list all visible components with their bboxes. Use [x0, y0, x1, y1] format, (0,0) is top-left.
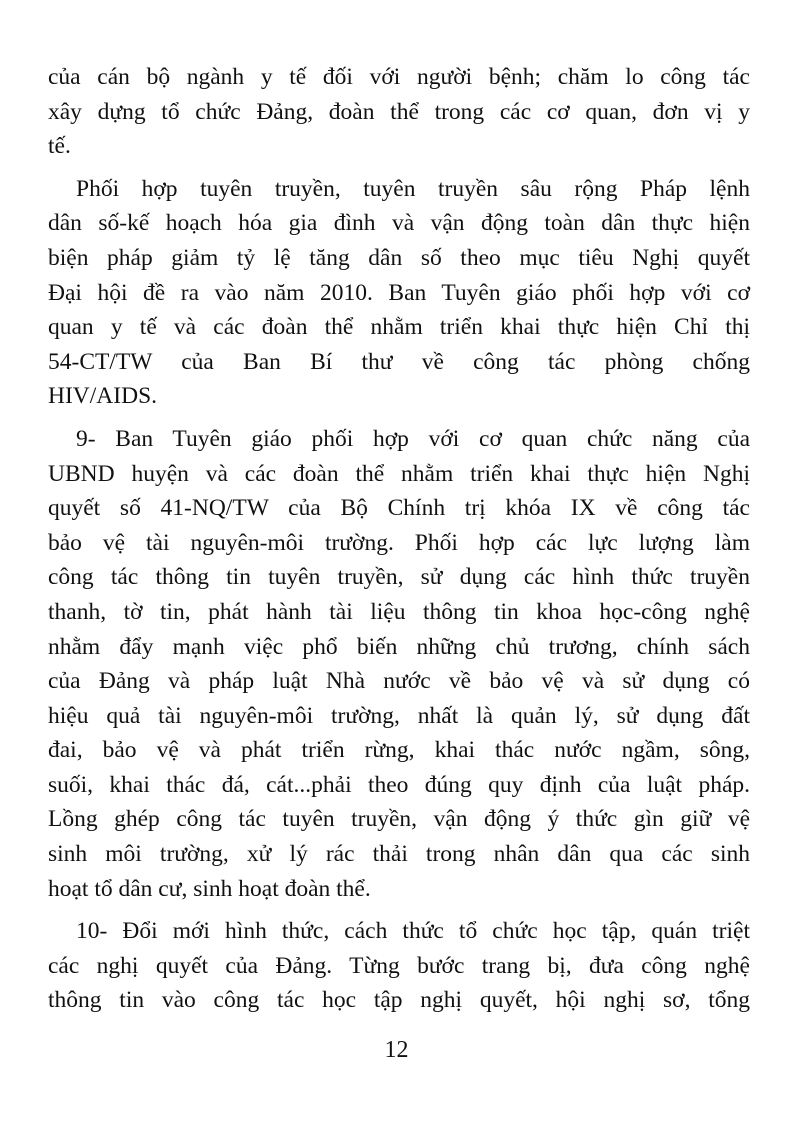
text-line: thanh, tờ tin, phát hành tài liệu thông tin khoa học-công nghệ: [48, 598, 750, 625]
text-line: HIV/AIDS.: [48, 383, 158, 410]
text-line: 10- Đổi mới hình thức, cách thức tổ chức học tập, quán triệt: [76, 918, 750, 945]
paragraph-4: [48, 914, 750, 1018]
text-line: 9- Ban Tuyên giáo phối hợp với cơ quan chức năng của: [76, 425, 750, 452]
text-line: nhằm đẩy mạnh việc phổ biến những chủ trương, chính sách: [48, 633, 750, 660]
text-line: bảo vệ tài nguyên-môi trường. Phối hợp các lực lượng làm: [48, 529, 750, 556]
page-body: [48, 60, 750, 1018]
text-line: suối, khai thác đá, cát...phải theo đúng quy định của luật pháp.: [48, 771, 750, 798]
text-line: tế.: [48, 133, 71, 160]
text-line: của Đảng và pháp luật Nhà nước về bảo vệ và sử dụng có: [48, 668, 750, 695]
text-line: 54-CT/TW của Ban Bí thư về công tác phòng chống: [48, 348, 750, 375]
text-line: quyết số 41-NQ/TW của Bộ Chính trị khóa IX về công tác: [48, 495, 750, 522]
text-line: biện pháp giảm tỷ lệ tăng dân số theo mục tiêu Nghị quyết: [48, 244, 750, 271]
text-line: sinh môi trường, xử lý rác thải trong nhân dân qua các sinh: [48, 841, 750, 868]
text-line: của cán bộ ngành y tế đối với người bệnh; chăm lo công tác: [48, 64, 750, 90]
text-line: xây dựng tổ chức Đảng, đoàn thể trong các cơ quan, đơn vị y: [48, 98, 750, 125]
text-line: Đại hội đề ra vào năm 2010. Ban Tuyên giáo phối hợp với cơ: [48, 279, 750, 306]
text-line: Phối hợp tuyên truyền, tuyên truyền sâu rộng Pháp lệnh: [76, 175, 750, 202]
text-line: đai, bảo vệ và phát triển rừng, khai thác nước ngầm, sông,: [48, 737, 750, 764]
text-line: Lồng ghép công tác tuyên truyền, vận động ý thức gìn giữ vệ: [48, 806, 750, 833]
text-line: thông tin vào công tác học tập nghị quyết, hội nghị sơ, tổng: [48, 987, 750, 1014]
paragraph-3: [48, 422, 750, 906]
text-line: hoạt tổ dân cư, sinh hoạt đoàn thể.: [48, 875, 371, 902]
text-line: hiệu quả tài nguyên-môi trường, nhất là quản lý, sử dụng đất: [48, 702, 750, 729]
paragraph-1: [48, 60, 750, 164]
page-number: 12: [384, 1037, 409, 1063]
text-line: công tác thông tin tuyên truyền, sử dụng các hình thức truyền: [48, 564, 750, 591]
paragraph-2: [48, 172, 750, 414]
text-line: quan y tế và các đoàn thể nhằm triển khai thực hiện Chỉ thị: [48, 314, 750, 341]
text-line: dân số-kế hoạch hóa gia đình và vận động toàn dân thực hiện: [48, 210, 750, 237]
text-line: các nghị quyết của Đảng. Từng bước trang bị, đưa công nghệ: [48, 952, 750, 979]
text-line: UBND huyện và các đoàn thể nhằm triển khai thực hiện Nghị: [48, 460, 750, 487]
